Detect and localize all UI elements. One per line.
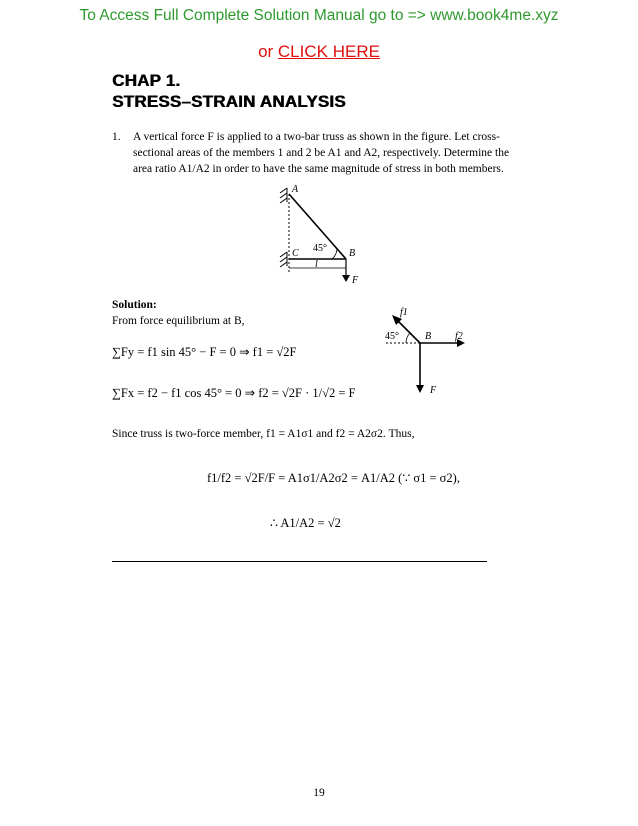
angle-label: 45°: [313, 243, 327, 254]
problem-line-1: A vertical force F is applied to a two-bar truss as shown in the figure. Let cross-: [133, 131, 500, 143]
click-here-link[interactable]: CLICK HERE: [277, 42, 380, 61]
problem-statement: [133, 129, 528, 177]
angle-arc: [332, 249, 337, 259]
promo-banner[interactable]: To Access Full Complete Solution Manual go to => www.book4me.xyz: [79, 7, 559, 24]
equation-sum-fx: ∑Fx = f2 − f1 cos 45° = 0 ⇒ f2 = √2F · 1/√2 = F: [112, 386, 356, 400]
problem-line-2: sectional areas of the members 1 and 2 be A1 and A2, respectively. Determine the: [133, 147, 510, 159]
fbd-force-head: [416, 385, 424, 393]
click-here-prefix: or: [258, 42, 278, 61]
label-a: A: [292, 184, 299, 195]
chapter-title: CHAP 1.: [112, 71, 181, 90]
chapter-subtitle: STRESS–STRAIN ANALYSIS: [112, 92, 346, 111]
equation-ratio: f1/f2 = √2F/F = A1σ1/A2σ2 = A1/A2 (∵ σ1 = σ2),: [207, 471, 460, 485]
section-divider: [112, 561, 487, 562]
fbd-label-f: F: [430, 385, 437, 396]
fbd-label-b: B: [425, 331, 432, 342]
solution-heading: Solution:: [112, 299, 157, 311]
label-c: C: [292, 248, 299, 259]
page-number: 19: [313, 787, 325, 799]
equation-sum-fy: ∑Fy = f1 sin 45° − F = 0 ⇒ f1 = √2F: [112, 345, 297, 359]
support-a-hatch: [280, 188, 287, 203]
solution-intro: From force equilibrium at B,: [112, 315, 245, 327]
equation-result: ∴ A1/A2 = √2: [270, 516, 341, 530]
free-body-figure: [378, 300, 478, 400]
force-arrow-head: [342, 275, 350, 282]
problem-line-3: area ratio A1/A2 in order to have the same magnitude of stress in both members.: [133, 163, 504, 175]
label-f2: f2: [455, 331, 463, 342]
fbd-angle-arc: [406, 333, 410, 343]
fbd-angle-label: 45°: [385, 331, 399, 342]
two-force-statement: Since truss is two-force member, f1 = A1σ1 and f2 = A2σ2. Thus,: [112, 428, 415, 440]
truss-figure: [270, 180, 370, 288]
label-f1: f1: [400, 307, 408, 318]
click-here-line: [0, 42, 638, 62]
label-b: B: [349, 248, 356, 259]
f1-arrow-line: [397, 320, 420, 343]
problem-number: 1.: [112, 131, 121, 143]
label-l: l: [315, 259, 318, 270]
label-f: F: [352, 275, 359, 286]
support-c-hatch: [280, 252, 287, 267]
